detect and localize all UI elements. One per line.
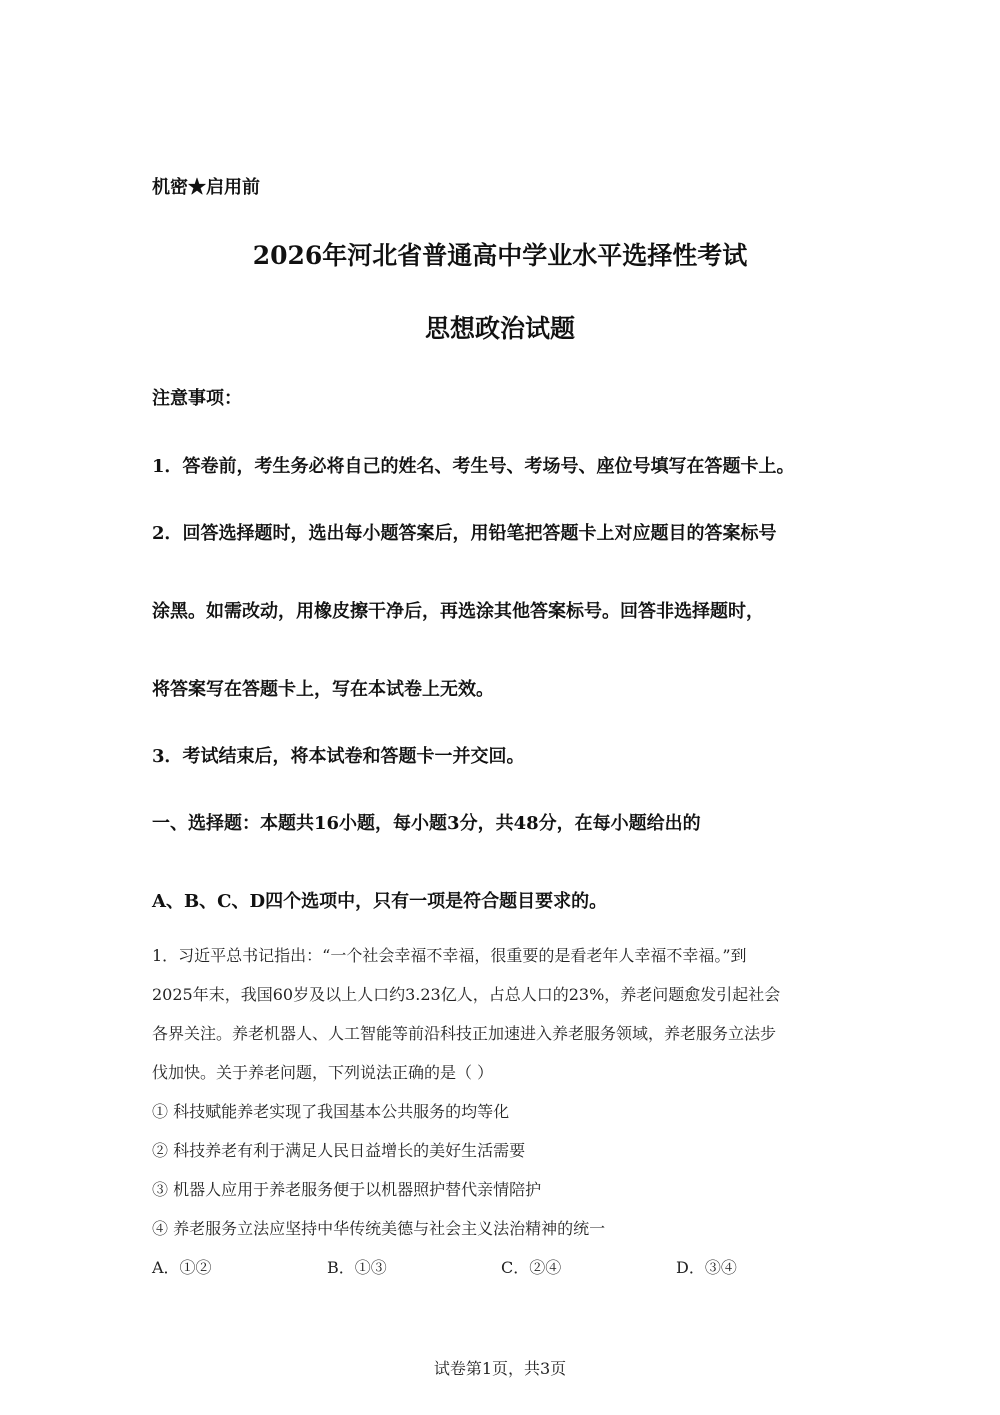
- page-footer: 试卷第1页，共3页: [433, 1359, 567, 1378]
- question-1-statement-2: ② 科技养老有利于满足人民日益增长的美好生活需要: [152, 1141, 526, 1160]
- question-1-option-d: D．③④: [676, 1258, 737, 1277]
- confidential-label: 机密★启用前: [152, 177, 260, 198]
- notice-heading: 注意事项：: [152, 388, 242, 409]
- question-1-statement-1: ① 科技赋能养老实现了我国基本公共服务的均等化: [152, 1102, 510, 1121]
- notice-item-1: 1．答卷前，考生务必将自己的姓名、考生号、考场号、座位号填写在答题卡上。: [152, 456, 795, 477]
- question-1-stem-line-4: 伐加快。关于养老问题，下列说法正确的是（ ）: [152, 1063, 494, 1082]
- notice-item-2-line-3: 将答案写在答题卡上，写在本试卷上无效。: [152, 679, 494, 700]
- question-1-stem-line-2: 2025年末，我国60岁及以上人口约3.23亿人，占总人口的23%，养老问题愈发引起社会: [152, 985, 781, 1004]
- question-1-stem-line-3: 各界关注。养老机器人、人工智能等前沿科技正加速进入养老服务领域，养老服务立法步: [152, 1024, 777, 1043]
- exam-title: 2026年河北省普通高中学业水平选择性考试: [252, 241, 748, 270]
- section-heading-line-2: A、B、C、D四个选项中，只有一项是符合题目要求的。: [152, 891, 608, 912]
- section-heading-line-1: 一、选择题：本题共16小题，每小题3分，共48分，在每小题给出的: [152, 813, 701, 834]
- question-1-stem-line-1: 1．习近平总书记指出：“一个社会幸福不幸福，很重要的是看老年人幸福不幸福。”到: [152, 946, 747, 965]
- question-1-option-c: C．②④: [501, 1258, 562, 1277]
- question-1-option-a: A．①②: [152, 1258, 212, 1277]
- exam-subtitle: 思想政治试题: [424, 314, 575, 343]
- question-1-statement-4: ④ 养老服务立法应坚持中华传统美德与社会主义法治精神的统一: [152, 1219, 606, 1238]
- question-1-option-b: B．①③: [327, 1258, 387, 1277]
- notice-item-3: 3．考试结束后，将本试卷和答题卡一并交回。: [152, 746, 525, 767]
- question-1-statement-3: ③ 机器人应用于养老服务便于以机器照护替代亲情陪护: [152, 1180, 542, 1199]
- notice-item-2-line-2: 涂黑。如需改动，用橡皮擦干净后，再选涂其他答案标号。回答非选择题时，: [152, 601, 764, 622]
- notice-item-2-line-1: 2．回答选择题时，选出每小题答案后，用铅笔把答题卡上对应题目的答案标号: [152, 523, 777, 544]
